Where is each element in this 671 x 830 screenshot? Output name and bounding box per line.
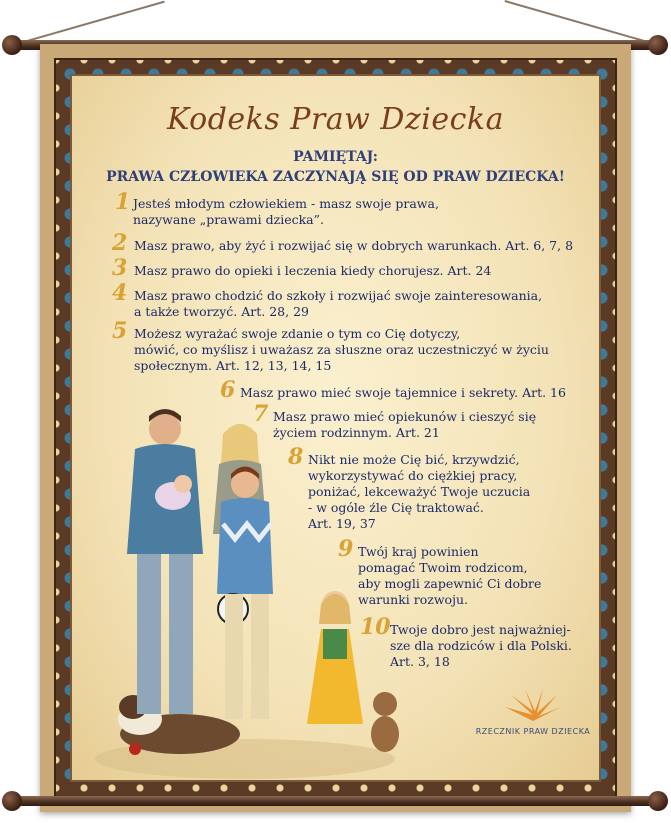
right-number: 8 xyxy=(288,444,304,470)
right-text: Nikt nie może Cię bić, krzywdzić, wykorzystywać do ciężkiej pracy, poniżać, lekceważyć Twoje uczucia - w ogóle źle Cię traktować. Art. 19, 37 xyxy=(308,452,531,531)
girl-figure xyxy=(307,591,363,724)
right-item-3 xyxy=(112,255,492,281)
right-text: Twoje dobro jest najważniej- sze dla rodziców i dla Polski. Art. 3, 18 xyxy=(390,622,572,669)
right-number: 6 xyxy=(220,377,236,403)
right-item-1 xyxy=(115,189,439,228)
bottom-right-knob xyxy=(648,791,668,811)
right-text: Masz prawo chodzić do szkoły i rozwijać swoje zainteresowania, a także tworzyć. Art. 28, 29 xyxy=(134,288,543,319)
right-number: 2 xyxy=(112,230,128,256)
right-item-4 xyxy=(112,280,543,320)
subtitle-slogan: PRAWA CZŁOWIEKA ZACZYNAJĄ SIĘ OD PRAW DZIECKA! xyxy=(106,169,565,185)
logo-text: RZECZNIK PRAW DZIECKA xyxy=(475,727,591,736)
sun-icon xyxy=(503,689,563,723)
right-number: 9 xyxy=(338,536,354,562)
father-figure xyxy=(127,409,203,714)
family-illustration xyxy=(95,401,405,784)
hanging-string-left xyxy=(20,1,165,44)
right-number: 7 xyxy=(253,401,269,427)
bottom-rod xyxy=(8,796,663,806)
right-text: Możesz wyrażać swoje zdanie o tym co Cię dotyczy, mówić, co myślisz i uważasz za słuszne oraz uczestniczyć w życiu społecznym. Art. 12, 13, 14, 15 xyxy=(134,326,549,373)
right-item-5 xyxy=(112,318,549,374)
right-text: Masz prawo, aby żyć i rozwijać się w dobrych warunkach. Art. 6, 7, 8 xyxy=(134,238,574,253)
right-text: Masz prawo mieć swoje tajemnice i sekrety. Art. 16 xyxy=(240,385,566,400)
right-text: Twój kraj powinien pomagać Twoim rodzicom, aby mogli zapewnić Ci dobre warunki rozwoju. xyxy=(358,544,542,607)
bottom-left-knob xyxy=(2,791,22,811)
right-number: 10 xyxy=(360,614,391,640)
top-right-knob xyxy=(648,35,668,55)
ombudsman-logo xyxy=(468,689,598,744)
right-number: 5 xyxy=(112,318,128,344)
right-item-2 xyxy=(112,230,574,256)
hanging-string-right xyxy=(504,0,649,43)
poster-title: Kodeks Praw Dziecka xyxy=(167,102,504,137)
right-number: 1 xyxy=(115,189,131,215)
top-left-knob xyxy=(2,35,22,55)
boy-figure xyxy=(217,467,273,720)
right-text: Jesteś młodym człowiekiem - masz swoje prawa, nazywane „prawami dziecka”. xyxy=(133,196,439,227)
subtitle-remember: PAMIĘTAJ: xyxy=(293,149,378,165)
right-text: Masz prawo do opieki i leczenia kiedy chorujesz. Art. 24 xyxy=(134,263,492,278)
teddy-bear-figure xyxy=(371,692,399,752)
right-number: 4 xyxy=(112,280,128,306)
right-text: Masz prawo mieć opiekunów i cieszyć się życiem rodzinnym. Art. 21 xyxy=(273,409,537,440)
right-number: 3 xyxy=(112,255,128,281)
poster xyxy=(40,44,631,812)
right-item-6 xyxy=(220,377,566,403)
